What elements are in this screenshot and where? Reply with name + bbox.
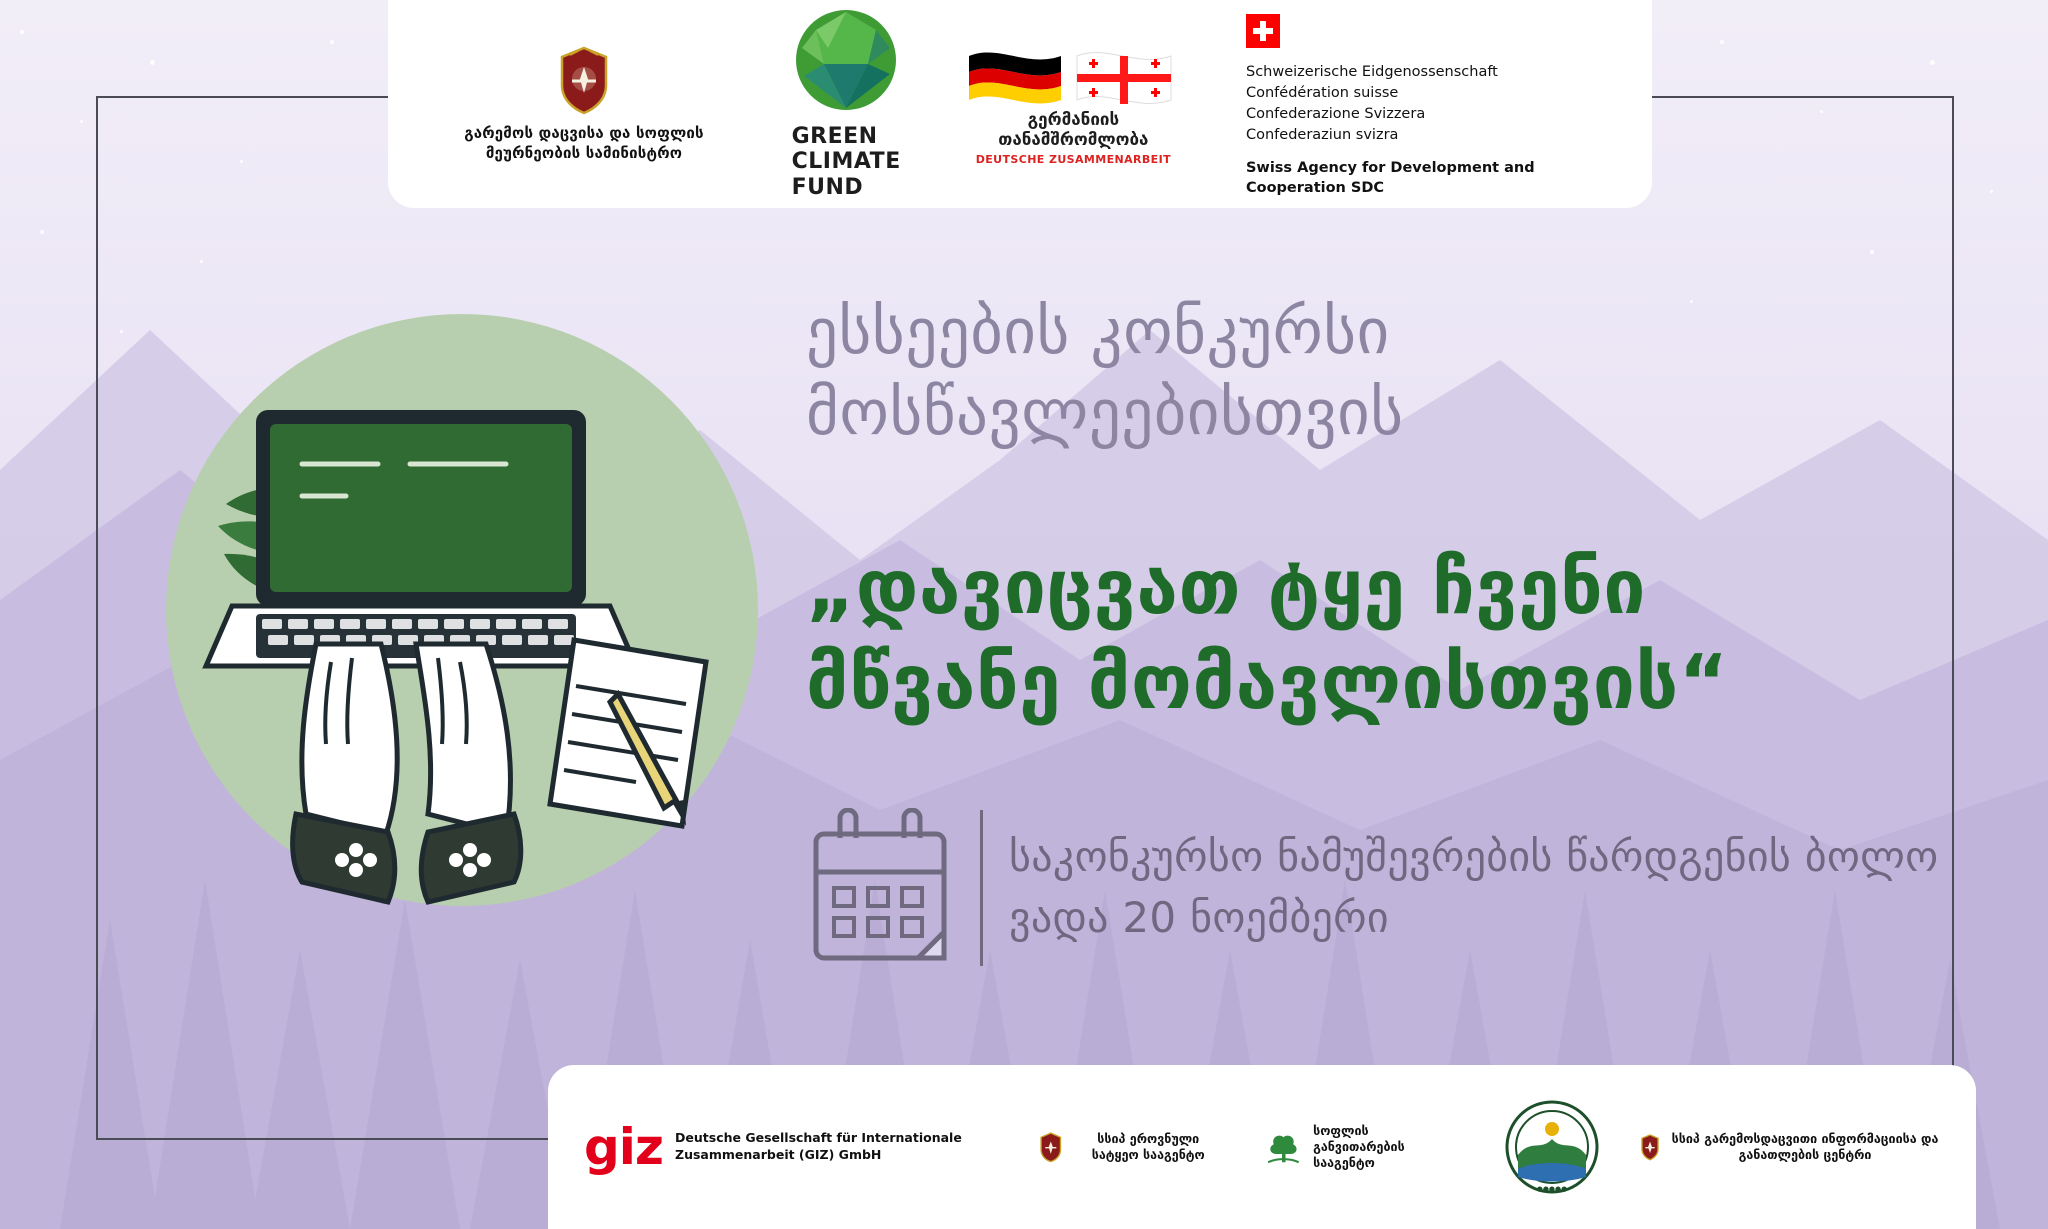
german-georgian-flags-icon <box>965 42 1181 108</box>
star-decoration <box>80 120 83 123</box>
swiss-line-3: Confederazione Svizzera <box>1245 105 1426 122</box>
gcf-line-1: GREEN <box>791 124 878 150</box>
star-decoration <box>20 30 24 34</box>
logo-german-cooperation-caption: გერმანიის თანამშრომლობა <box>998 109 1149 150</box>
gcf-line-3: FUND <box>791 174 864 200</box>
deadline-divider <box>980 810 983 966</box>
paper-and-pencil-icon <box>550 640 706 826</box>
bottom-partner-logo-bar <box>548 1065 1976 1229</box>
logo-forest-development-agency-caption: სოფლის განვითარების სააგენტო <box>1313 1122 1405 1171</box>
logo-ministry-caption: გარემოს დაცვისა და სოფლის მეურნეობის სამინისტრო <box>464 123 704 162</box>
giz-wordmark: giz <box>584 1118 664 1176</box>
star-decoration <box>200 260 203 263</box>
hands-icon <box>293 644 521 902</box>
logo-environmental-information-centre <box>1640 1127 1940 1167</box>
deadline-block <box>806 808 2048 968</box>
logo-ajara-forestry-agency <box>1504 1099 1600 1195</box>
logo-ministry-of-environment <box>434 45 734 164</box>
poster-title: „დავიცვათ ტყე ჩვენი მწვანე მომავლისთვის“ <box>806 543 1729 726</box>
swiss-line-1: Schweizerische Eidgenossenschaft <box>1245 63 1498 80</box>
star-decoration <box>1990 190 1993 193</box>
star-decoration <box>150 60 155 65</box>
georgia-coat-of-arms-icon <box>1039 1125 1063 1169</box>
ajara-emblem-icon <box>1504 1099 1600 1195</box>
star-decoration <box>40 230 44 234</box>
star-decoration <box>1720 40 1724 44</box>
logo-forest-development-agency <box>1264 1121 1464 1173</box>
poster-headline: ესსეების კონკურსი მოსწავლეებისთვის <box>806 295 1404 449</box>
star-decoration <box>1930 60 1935 65</box>
logo-german-cooperation <box>958 42 1188 167</box>
laptop-typing-illustration-icon <box>166 314 758 906</box>
logo-national-forestry-agency-caption: სსიპ ეროვნული სატყეო სააგენტო <box>1091 1130 1205 1162</box>
logo-green-climate-fund <box>792 8 901 200</box>
logo-german-cooperation-subcaption: DEUTSCHE ZUSAMMENARBEIT <box>975 153 1171 167</box>
svg-text:●●●●●: ●●●●● <box>1536 1185 1568 1193</box>
star-decoration <box>240 160 243 163</box>
swiss-flag-icon <box>1246 14 1280 48</box>
swiss-agency-caption: Swiss Agency for Development and Cooperation SDC <box>1245 159 1535 196</box>
star-decoration <box>330 40 334 44</box>
logo-giz <box>584 1118 999 1176</box>
logo-national-forestry-agency <box>1039 1125 1225 1169</box>
deadline-text: საკონკურსო ნამუშევრების წარდგენის ბოლო ვადა 20 ნოემბერი <box>1009 832 1939 942</box>
logo-gcf-wordmark <box>792 124 901 200</box>
calendar-icon <box>806 808 954 968</box>
green-globe-icon <box>794 8 898 112</box>
georgia-coat-of-arms-icon <box>556 45 612 115</box>
logo-environmental-information-centre-caption: სსიპ გარემოსდაცვითი ინფორმაციისა და განათლების ცენტრი <box>1671 1130 1939 1162</box>
top-partner-logo-bar <box>388 0 1652 208</box>
star-decoration <box>120 330 123 333</box>
laptop-illustration <box>166 314 758 906</box>
star-decoration <box>1870 250 1874 254</box>
georgia-coat-of-arms-icon <box>1640 1127 1660 1167</box>
giz-caption: Deutsche Gesellschaft für Internationale Zusammenarbeit (GIZ) GmbH <box>675 1130 962 1162</box>
gcf-line-2: CLIMATE <box>791 149 901 175</box>
star-decoration <box>1820 110 1823 113</box>
tree-icon <box>1264 1121 1303 1173</box>
logo-swiss-confederation <box>1246 10 1606 198</box>
swiss-line-2: Confédération suisse <box>1245 84 1399 101</box>
swiss-line-4: Confederaziun svizra <box>1245 126 1399 143</box>
